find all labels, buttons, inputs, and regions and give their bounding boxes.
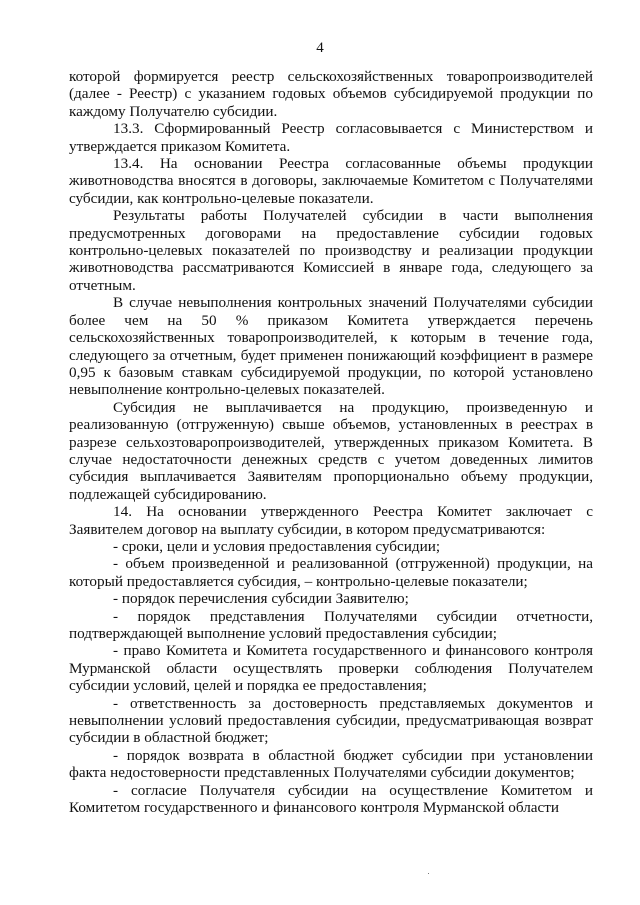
paragraph: которой формируется реестр сельскохозяйственных товаропроизводителей (далее - Реестр) с указанием годовых объемов субсидируемой продукции по каждому Получателю субсидии. [69, 68, 593, 120]
paragraph: 14. На основании утвержденного Реестра Комитет заключает с Заявителем договор на выплату субсидии, в котором предусматриваются: [69, 503, 593, 538]
document-body [69, 68, 593, 816]
paragraph: - порядок возврата в областной бюджет субсидии при установлении факта недостоверности представленных Получателями субсидии документов; [69, 746, 593, 782]
paragraph: - право Комитета и Комитета государственного и финансового контроля Мурманской области осуществлять проверки соблюдения Получателем субсидии условий, целей и порядка ее предоставления; [69, 642, 593, 695]
paragraph: 13.3. Сформированный Реестр согласовывается с Министерством и утверждается приказом Комитета. [69, 120, 593, 155]
paragraph: - ответственность за достоверность представляемых документов и невыполнении условий предоставления субсидии, предусматривающая возврат субсидии в областной бюджет; [69, 694, 593, 747]
paragraph: Результаты работы Получателей субсидии в части выполнения предусмотренных договорами на предоставление субсидии годовых контрольно-целевых показателей по производству и реализации продукции животноводства рассматриваются Комиссией в январе года, следующего за отчетным. [69, 207, 593, 294]
paragraph: 13.4. На основании Реестра согласованные объемы продукции животноводства вносятся в договоры, заключаемые Комитетом с Получателями субсидии, как контрольно-целевые показатели. [69, 155, 593, 207]
paragraph: Субсидия не выплачивается на продукцию, произведенную и реализованную (отгруженную) свыше объемов, установленных в реестрах в разрезе сельхозтоваропроизводителей, утвержденных приказом Комитета. В случае недостаточности денежных средств с учетом доведенных лимитов субсидия выплачивается Заявителям пропорционально объему продукции, подлежащей субсидированию. [69, 398, 593, 503]
scan-speck [428, 873, 429, 874]
paragraph: - порядок перечисления субсидии Заявителю; [113, 590, 409, 608]
paragraph: В случае невыполнения контрольных значений Получателями субсидии более чем на 50 % приказом Комитета утверждается перечень сельскохозяйственных товаропроизводителей, к которым в течение года, следующего за отчетным, будет применен понижающий коэффициент в размере 0,95 к базовым ставкам субсидируемой продукции, по которой установлено невыполнение контрольно-целевых показателей. [69, 294, 593, 399]
paragraph: - сроки, цели и условия предоставления субсидии; [113, 537, 441, 555]
paragraph: - порядок представления Получателями субсидии отчетности, подтверждающей выполнение условий предоставления субсидии; [69, 607, 593, 642]
paragraph: - согласие Получателя субсидии на осуществление Комитетом и Комитетом государственного и финансового контроля Мурманской области [69, 781, 593, 817]
page-number: 4 [316, 40, 324, 56]
paragraph: - объем произведенной и реализованной (отгруженной) продукции, на который предоставляется субсидия, – контрольно-целевые показатели; [69, 555, 593, 590]
